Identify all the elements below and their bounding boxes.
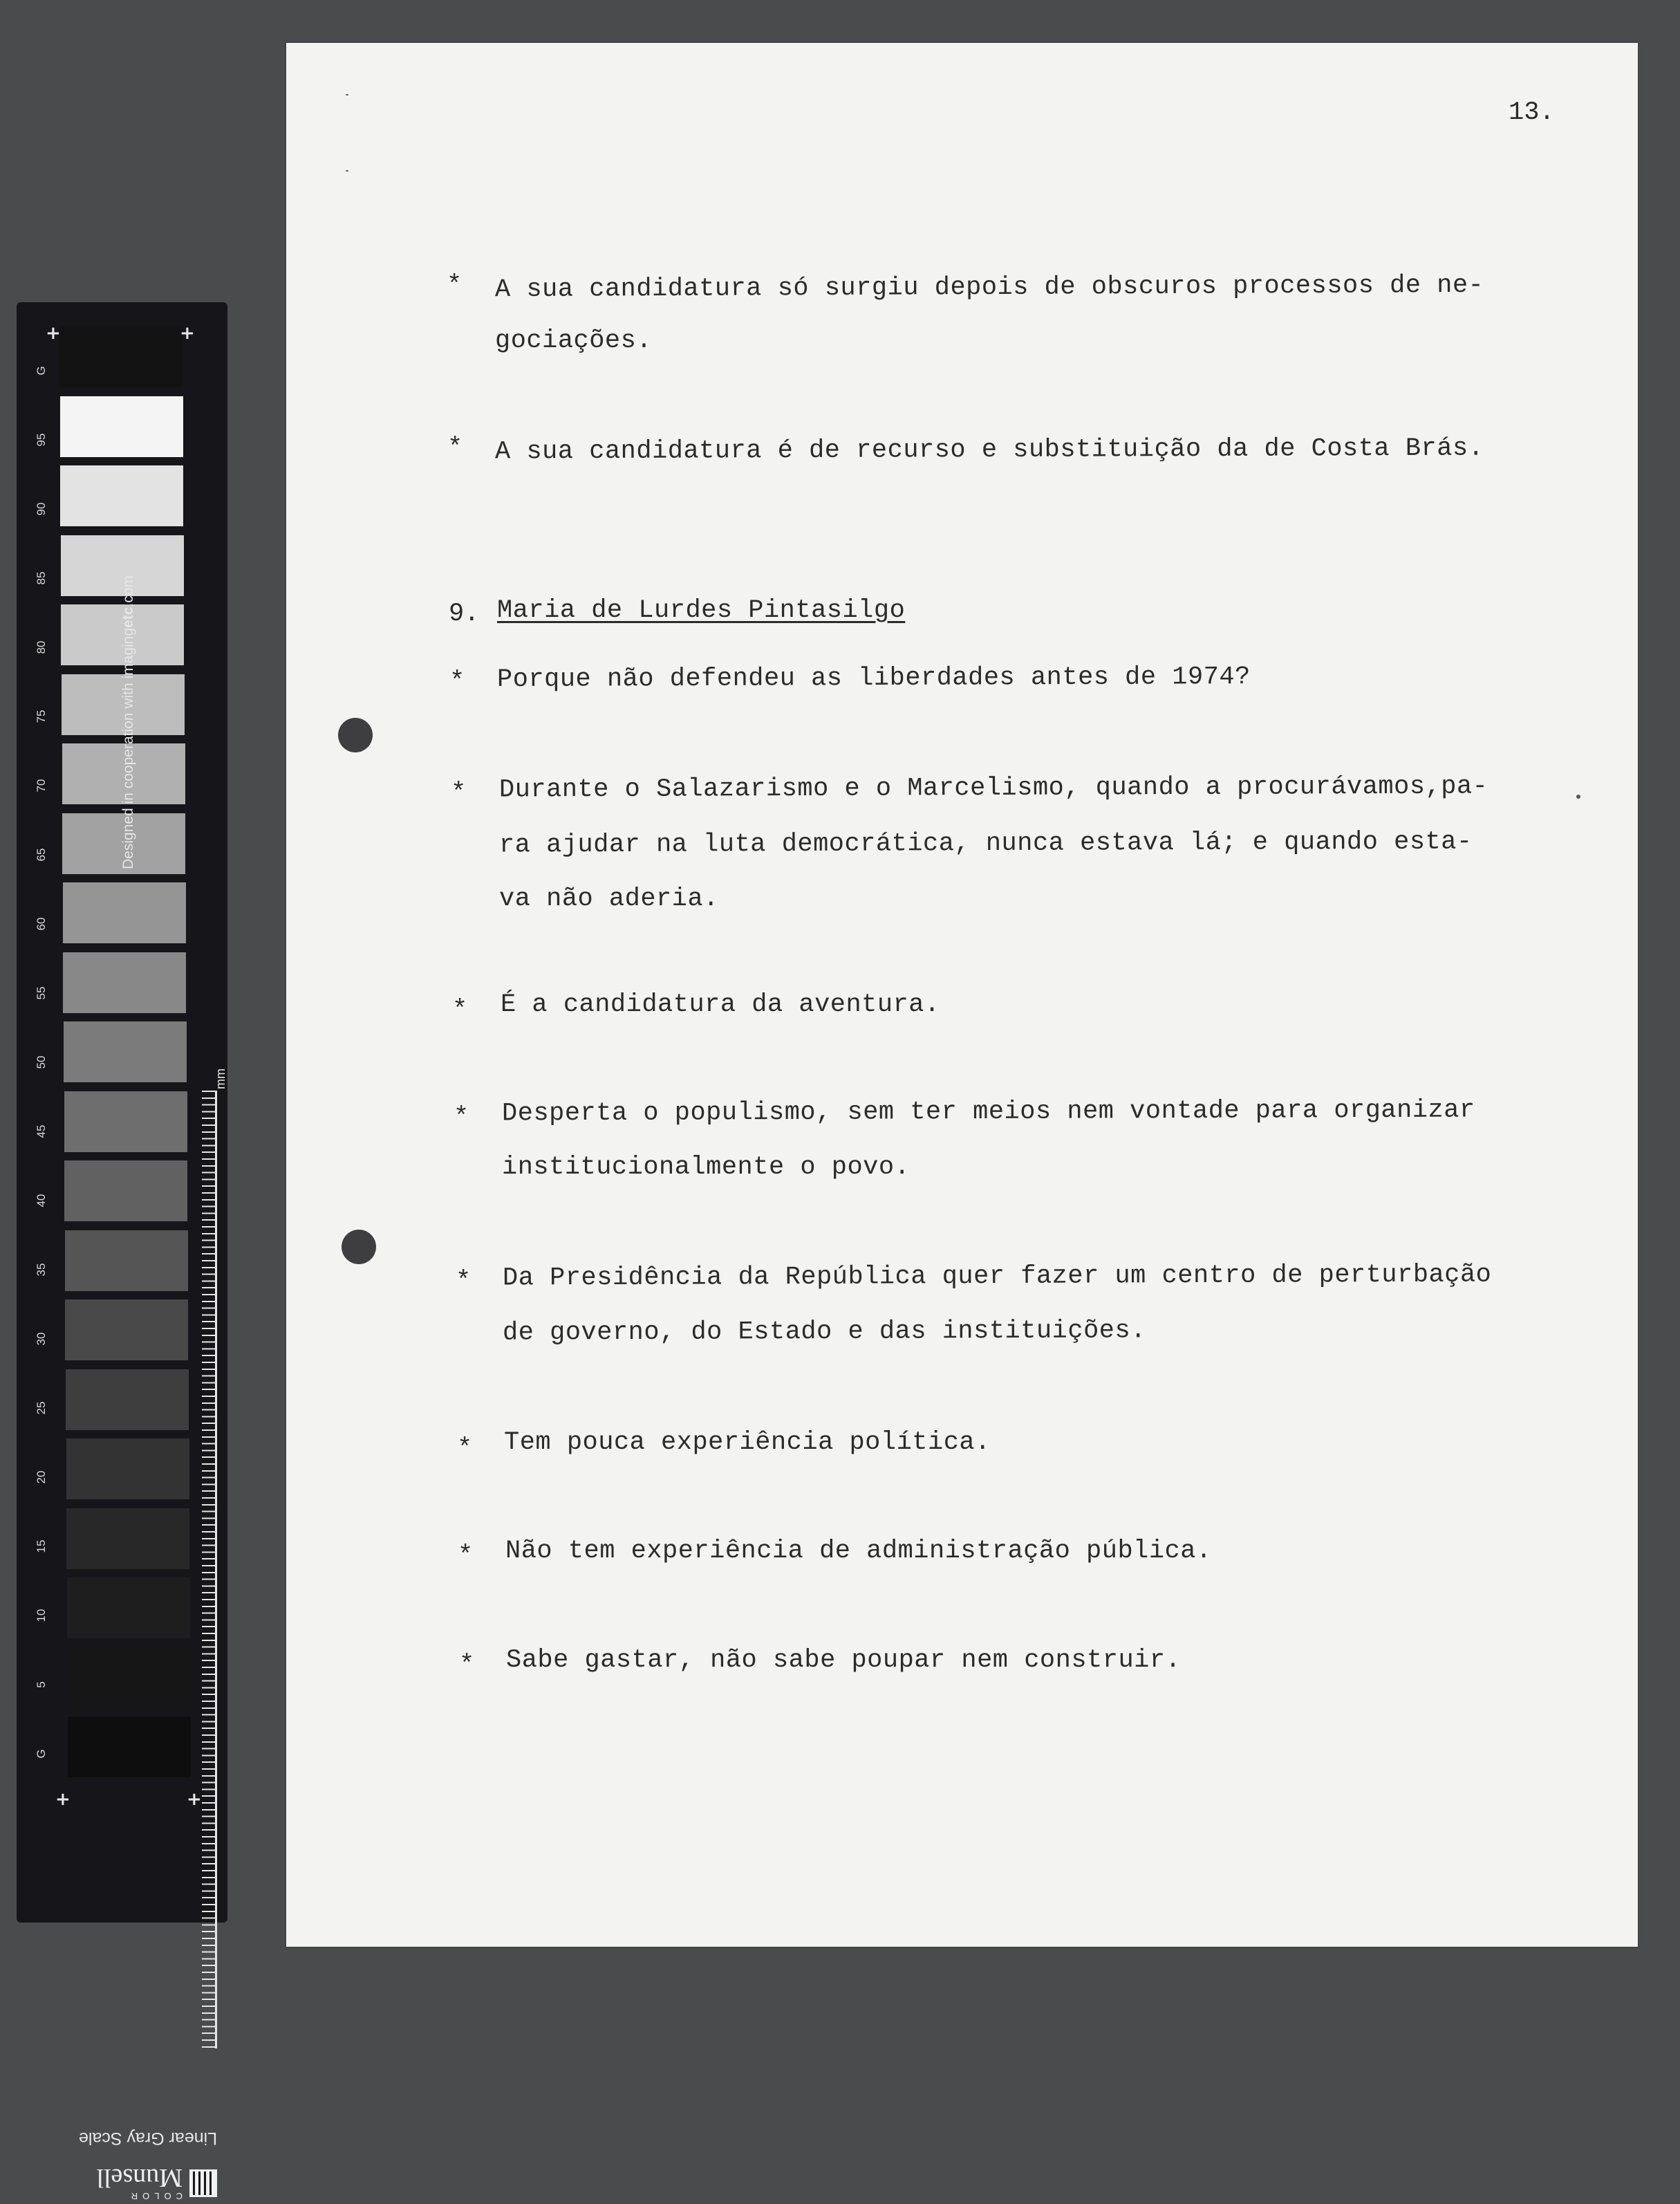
gray-swatch <box>65 1299 188 1360</box>
scale-number: 30 <box>35 1332 48 1346</box>
designed-text-end: .com <box>120 575 136 607</box>
document-page <box>286 43 1638 1947</box>
scale-number: 90 <box>35 502 48 516</box>
scale-number: 80 <box>35 640 48 654</box>
registration-mark: + <box>46 323 61 344</box>
mm-label: mm <box>214 1068 227 1089</box>
scale-number: 20 <box>35 1470 48 1484</box>
scale-number: 70 <box>35 779 48 793</box>
bullet-marker: * <box>456 1267 472 1296</box>
scale-number: G <box>35 366 48 376</box>
munsell-brand: Munsell <box>96 2163 183 2193</box>
gray-swatch <box>59 326 183 387</box>
scale-number: 75 <box>35 710 48 723</box>
scale-number: 60 <box>35 917 48 931</box>
text-line: institucionalmente o povo. <box>502 1153 911 1182</box>
scale-number: 65 <box>35 848 48 862</box>
gray-swatch <box>65 1230 188 1291</box>
gray-scale-card <box>17 302 227 2202</box>
munsell-logo <box>72 2163 217 2204</box>
gray-swatch <box>66 1369 189 1430</box>
designed-credit-text <box>120 537 137 869</box>
mm-ruler <box>202 1091 217 2048</box>
scale-number: 45 <box>35 1124 48 1138</box>
scale-number: 50 <box>35 1055 48 1069</box>
text-line: Não tem experiência de administração pública. <box>505 1537 1212 1566</box>
text-line: va não aderia. <box>499 885 719 914</box>
text-line: Porque não defendeu as liberdades antes de 1974? <box>496 663 1251 694</box>
gray-swatch <box>67 1647 190 1708</box>
bullet-marker: * <box>447 271 463 300</box>
scale-number: 55 <box>35 986 48 1000</box>
munsell-grid-icon <box>189 2169 217 2197</box>
speck <box>1576 795 1580 799</box>
text-line: Desperta o populismo, sem ter meios nem vontade para organizar <box>501 1095 1475 1129</box>
gray-swatch <box>60 396 183 457</box>
punch-hole <box>338 718 373 752</box>
bullet-marker: * <box>454 1103 469 1132</box>
bullet-marker: * <box>447 434 463 463</box>
gray-swatch <box>67 1577 190 1638</box>
gray-swatch <box>64 1021 187 1082</box>
text-line: Sabe gastar, não sabe poupar nem construir. <box>506 1646 1182 1675</box>
text-line: ra ajudar na luta democrática, nunca estava lá; e quando esta- <box>498 827 1473 860</box>
gray-swatch <box>66 1508 189 1569</box>
text-line: A sua candidatura só surgiu depois de obscuros processos de ne- <box>494 270 1484 305</box>
gray-swatch <box>60 465 183 526</box>
bullet-marker: * <box>458 1541 474 1571</box>
munsell-wordmark <box>96 2165 183 2202</box>
text-line: de governo, do Estado e das instituições. <box>502 1316 1146 1348</box>
gray-swatch <box>63 882 186 943</box>
scale-numbers <box>17 302 58 1923</box>
text-line: Tem pouca experiência política. <box>504 1428 991 1457</box>
text-line: A sua candidatura é de recurso e substituição da de Costa Brás. <box>494 434 1484 467</box>
section-number: 9. <box>449 600 480 629</box>
scale-number: 5 <box>35 1681 48 1688</box>
registration-mark: + <box>180 323 195 344</box>
scale-number: 85 <box>35 571 48 585</box>
gray-swatch <box>63 952 186 1013</box>
gray-swatch <box>68 1716 191 1777</box>
bullet-marker: * <box>452 996 468 1025</box>
gray-swatch <box>66 1438 189 1499</box>
gray-swatch <box>64 1160 187 1221</box>
page-number: 13. <box>1509 98 1555 127</box>
designed-text-bold: etc <box>120 606 136 628</box>
speck <box>346 94 348 95</box>
gray-swatch <box>64 1091 187 1152</box>
scale-title: Linear Gray Scale <box>78 2129 218 2148</box>
speck <box>346 170 348 172</box>
bullet-marker: * <box>451 779 467 808</box>
section-heading: Maria de Lurdes Pintasilgo <box>497 596 906 625</box>
munsell-sub: COLOR <box>126 2191 183 2202</box>
registration-mark: + <box>55 1789 71 1810</box>
bullet-marker: * <box>459 1651 475 1680</box>
scale-number: 25 <box>35 1401 48 1415</box>
scale-number: 40 <box>35 1194 48 1207</box>
text-line: É a candidatura da aventura. <box>501 990 940 1019</box>
scale-number: 95 <box>35 433 48 447</box>
scale-number: 10 <box>35 1609 48 1622</box>
text-line: Durante o Salazarismo e o Marcelismo, quando a procurávamos,pa- <box>498 772 1488 805</box>
designed-text-start: Designed in cooperation with imaging <box>120 627 136 869</box>
registration-mark: + <box>187 1789 202 1810</box>
scale-number: 15 <box>35 1539 48 1553</box>
text-line: Da Presidência da República quer fazer um centro de perturbação <box>502 1260 1492 1293</box>
scale-number: G <box>35 1749 48 1759</box>
bullet-marker: * <box>457 1434 473 1463</box>
text-line: gociações. <box>495 326 653 355</box>
punch-hole <box>342 1230 376 1264</box>
bullet-marker: * <box>449 667 465 696</box>
scale-number: 35 <box>35 1263 48 1277</box>
